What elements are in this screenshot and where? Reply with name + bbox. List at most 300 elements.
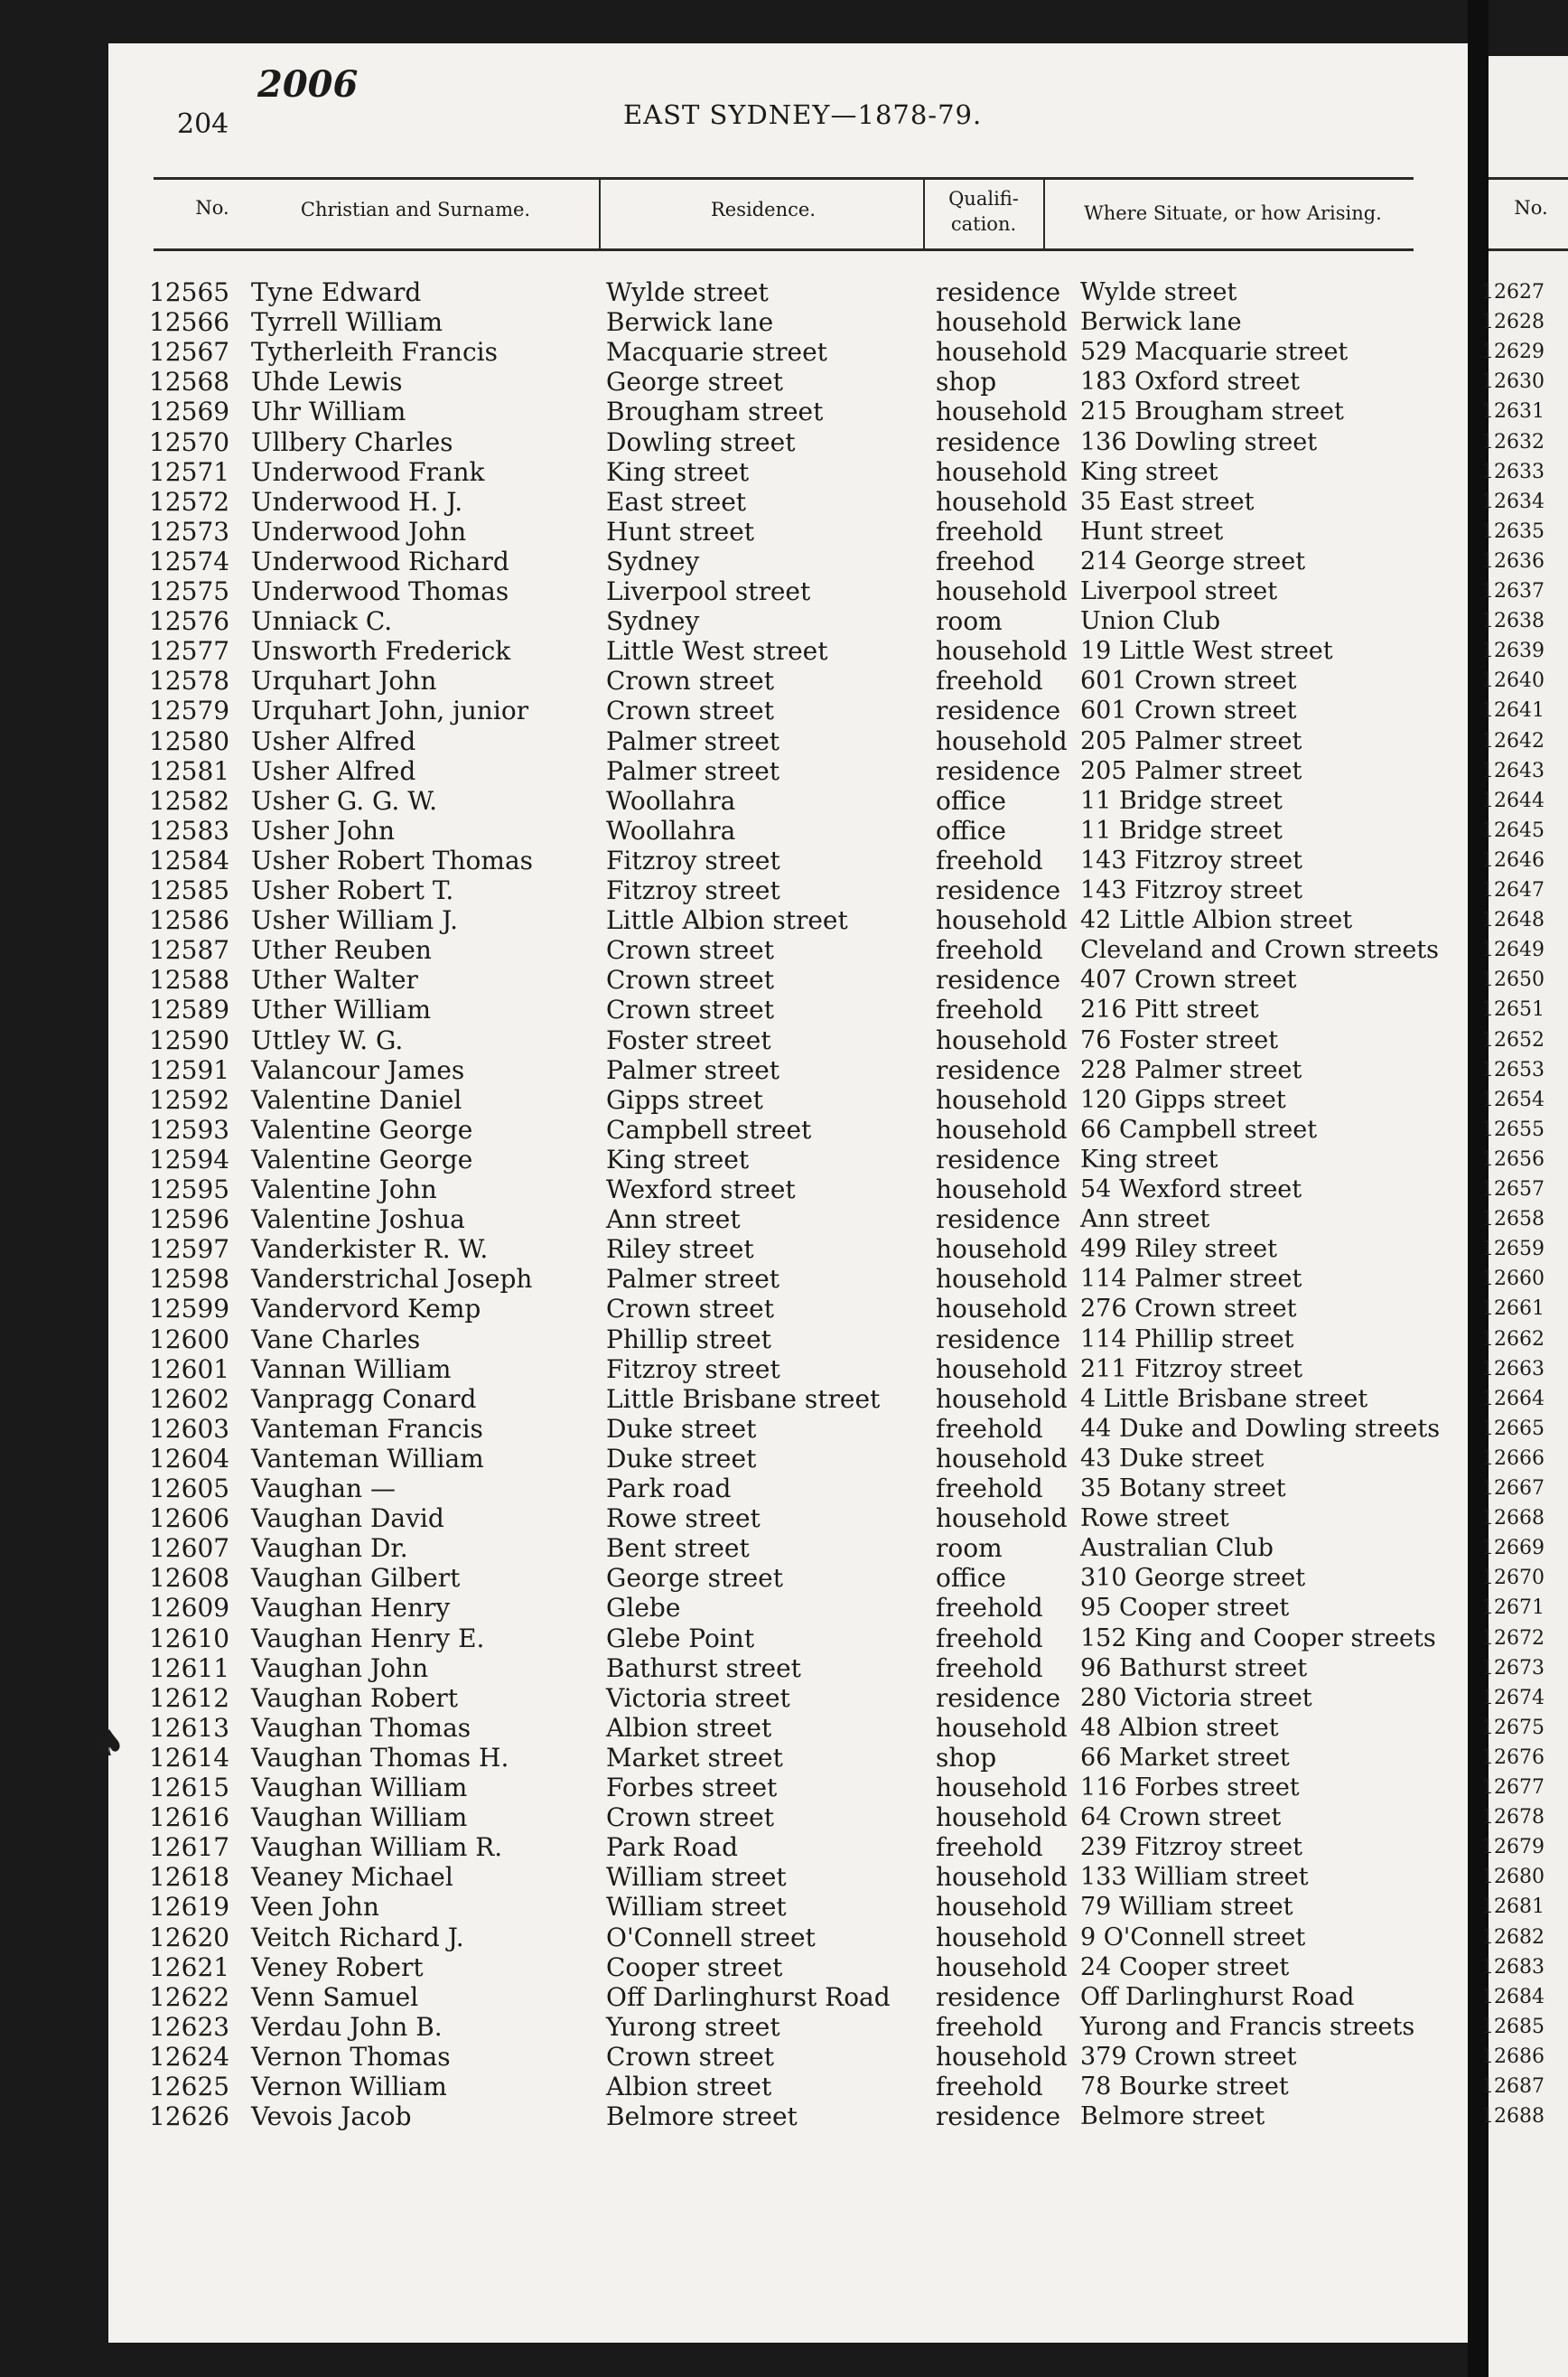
row-name: Veitch Richard J. — [251, 1922, 464, 1952]
page-title: EAST SYDNEY—1878-79. — [623, 99, 983, 130]
row-number: 12614 — [149, 1742, 230, 1773]
row-residence: East street — [606, 486, 747, 517]
right-row-number: 12663 — [1481, 1357, 1545, 1380]
row-residence: Liverpool street — [606, 576, 811, 606]
row-number: 12585 — [149, 875, 230, 905]
row-name: Valancour James — [251, 1054, 465, 1085]
row-number: 12599 — [149, 1294, 230, 1324]
row-name: Ullbery Charles — [251, 426, 453, 457]
row-where: Liverpool street — [1080, 577, 1278, 605]
row-qualification: household — [936, 1234, 1068, 1265]
row-name: Vane Charles — [251, 1324, 421, 1354]
row-residence: Gipps street — [606, 1084, 763, 1115]
row-name: Unniack C. — [251, 606, 393, 637]
row-qualification: shop — [936, 1742, 997, 1773]
row-name: Vannan William — [251, 1353, 452, 1384]
row-name: Venn Samuel — [251, 1981, 419, 2012]
row-name: Vaughan Gilbert — [251, 1563, 461, 1594]
right-row-number: 12642 — [1481, 729, 1545, 753]
row-number: 12581 — [149, 755, 230, 786]
row-residence: Phillip street — [606, 1324, 771, 1354]
row-residence: Berwick lane — [606, 307, 774, 338]
right-row-number: 12646 — [1481, 848, 1545, 872]
row-number: 12573 — [149, 516, 230, 547]
row-number: 12608 — [149, 1563, 230, 1594]
row-name: Tytherleith Francis — [251, 337, 498, 368]
row-residence: Fitzroy street — [606, 1353, 780, 1384]
right-row-number: 12680 — [1481, 1866, 1545, 1889]
row-where: Berwick lane — [1080, 308, 1242, 337]
row-name: Vanteman Francis — [251, 1413, 483, 1444]
row-where: 601 Crown street — [1080, 697, 1297, 725]
right-row-number: 12641 — [1481, 699, 1545, 723]
row-number: 12588 — [149, 965, 230, 996]
row-qualification: freehold — [936, 1593, 1043, 1624]
row-qualification: household — [936, 1443, 1068, 1474]
right-row-number: 12670 — [1481, 1567, 1545, 1590]
row-qualification: freehod — [936, 546, 1035, 576]
row-name: Vaughan Dr. — [251, 1533, 408, 1564]
row-number: 12619 — [149, 1892, 230, 1923]
right-row-number: 12671 — [1481, 1596, 1545, 1620]
row-number: 12576 — [149, 606, 230, 637]
row-number: 12569 — [149, 397, 230, 427]
row-where: 64 Crown street — [1080, 1803, 1282, 1832]
row-number: 12592 — [149, 1084, 230, 1115]
right-row-number: 12629 — [1481, 341, 1545, 364]
right-row-number: 12659 — [1481, 1238, 1545, 1261]
row-residence: Duke street — [606, 1413, 757, 1444]
row-name: Underwood H. J. — [251, 486, 463, 517]
row-name: Tyne Edward — [251, 277, 422, 307]
row-residence: Palmer street — [606, 725, 780, 756]
row-qualification: residence — [936, 1204, 1061, 1235]
row-qualification: freehold — [936, 1832, 1043, 1863]
row-residence: Crown street — [606, 1802, 774, 1833]
row-qualification: residence — [936, 1324, 1061, 1354]
right-row-number: 12631 — [1481, 400, 1545, 424]
right-row-number: 12647 — [1481, 879, 1545, 902]
row-qualification: freehold — [936, 666, 1043, 697]
header-divider-1 — [599, 179, 601, 249]
row-qualification: household — [936, 576, 1068, 606]
row-qualification: household — [936, 1084, 1068, 1115]
row-number: 12607 — [149, 1533, 230, 1564]
row-residence: Campbell street — [606, 1114, 812, 1145]
row-qualification: freehold — [936, 845, 1043, 875]
row-name: Vanteman William — [251, 1443, 484, 1474]
right-row-number: 12656 — [1481, 1147, 1545, 1171]
row-qualification: room — [936, 1533, 1003, 1564]
row-qualification: household — [936, 456, 1068, 487]
row-residence: King street — [606, 456, 750, 487]
right-row-number: 12654 — [1481, 1088, 1545, 1111]
row-name: Valentine John — [251, 1174, 437, 1204]
row-residence: Bent street — [606, 1533, 750, 1564]
row-residence: King street — [606, 1144, 750, 1174]
row-number: 12589 — [149, 995, 230, 1025]
right-row-number: 12636 — [1481, 549, 1545, 573]
row-number: 12586 — [149, 905, 230, 936]
col-header-qualification: Qualifi- cation. — [948, 188, 1019, 235]
right-row-number: 12683 — [1481, 1955, 1545, 1979]
row-number: 12606 — [149, 1503, 230, 1534]
row-where: 19 Little West street — [1080, 637, 1333, 666]
row-residence: Bathurst street — [606, 1652, 801, 1683]
right-row-number: 12653 — [1481, 1058, 1545, 1081]
row-where: 310 George street — [1080, 1564, 1306, 1593]
right-row-number: 12651 — [1481, 998, 1545, 1022]
row-residence: O'Connell street — [606, 1922, 816, 1952]
row-qualification: freehold — [936, 935, 1043, 966]
row-where: 35 East street — [1080, 487, 1255, 516]
row-residence: Rowe street — [606, 1503, 761, 1534]
row-where: 9 O'Connell street — [1080, 1923, 1306, 1951]
row-name: Vernon William — [251, 2072, 447, 2101]
row-qualification: office — [936, 785, 1006, 816]
row-where: 529 Macquarie street — [1080, 338, 1349, 367]
row-qualification: residence — [936, 1981, 1061, 2012]
row-name: Veen John — [251, 1892, 379, 1923]
row-name: Unsworth Frederick — [251, 636, 511, 667]
right-row-number: 12649 — [1481, 939, 1545, 962]
row-where: 35 Botany street — [1080, 1474, 1286, 1502]
row-residence: Crown street — [606, 696, 774, 726]
row-residence: Crown street — [606, 965, 774, 996]
row-number: 12603 — [149, 1413, 230, 1444]
right-row-number: 12638 — [1481, 610, 1545, 633]
row-qualification: household — [936, 337, 1068, 368]
row-name: Usher G. G. W. — [251, 785, 437, 816]
row-number: 12605 — [149, 1474, 230, 1503]
row-where: 120 Gipps street — [1080, 1085, 1286, 1114]
row-number: 12571 — [149, 456, 230, 487]
row-where: 4 Little Brisbane street — [1080, 1384, 1368, 1413]
row-where: Ann street — [1080, 1205, 1210, 1234]
row-number: 12604 — [149, 1443, 230, 1474]
row-qualification: household — [936, 725, 1068, 756]
row-qualification: residence — [936, 426, 1061, 457]
row-number: 12597 — [149, 1234, 230, 1265]
row-where: 11 Bridge street — [1080, 816, 1283, 845]
row-where: Off Darlinghurst Road — [1080, 1982, 1355, 2011]
row-number: 12617 — [149, 1832, 230, 1863]
right-row-number: 12628 — [1481, 311, 1545, 334]
margin-mark-icon: ♠ — [93, 1722, 126, 1764]
row-name: Uhde Lewis — [251, 367, 403, 398]
row-qualification: residence — [936, 1054, 1061, 1085]
row-name: Vevois Jacob — [251, 2101, 412, 2132]
row-qualification: household — [936, 1264, 1068, 1295]
row-where: 96 Bathurst street — [1080, 1653, 1308, 1682]
row-residence: Glebe Point — [606, 1623, 755, 1653]
row-residence: William street — [606, 1862, 787, 1893]
right-row-number: 12686 — [1481, 2045, 1545, 2068]
right-row-number: 12678 — [1481, 1806, 1545, 1830]
row-where: 211 Fitzroy street — [1080, 1354, 1302, 1383]
row-name: Vaughan William — [251, 1773, 468, 1802]
row-where: Union Club — [1080, 607, 1220, 636]
row-residence: Sydney — [606, 546, 700, 576]
row-residence: Little Albion street — [606, 905, 848, 936]
row-qualification: household — [936, 2041, 1068, 2072]
row-name: Veney Robert — [251, 1951, 424, 1982]
handwritten-number: 2006 — [257, 63, 359, 106]
row-qualification: household — [936, 1862, 1068, 1893]
row-residence: Crown street — [606, 666, 774, 697]
row-qualification: residence — [936, 696, 1061, 726]
row-name: Vandervord Kemp — [251, 1294, 481, 1324]
row-name: Uther William — [251, 995, 432, 1025]
row-number: 12574 — [149, 546, 230, 576]
col-header-residence: Residence. — [711, 199, 816, 220]
row-number: 12591 — [149, 1054, 230, 1085]
row-number: 12621 — [149, 1951, 230, 1982]
row-where: 114 Palmer street — [1080, 1265, 1302, 1294]
row-where: 79 William street — [1080, 1893, 1293, 1922]
row-number: 12623 — [149, 2011, 230, 2042]
row-where: 228 Palmer street — [1080, 1055, 1302, 1084]
row-number: 12602 — [149, 1383, 230, 1414]
right-row-number: 12676 — [1481, 1745, 1545, 1769]
right-row-number: 12635 — [1481, 519, 1545, 543]
row-name: Uther Walter — [251, 965, 418, 996]
row-name: Vaughan — — [251, 1474, 396, 1503]
row-name: Uther Reuben — [251, 935, 432, 966]
row-residence: Crown street — [606, 1294, 774, 1324]
row-where: 66 Campbell street — [1080, 1115, 1318, 1144]
right-row-number: 12650 — [1481, 969, 1545, 992]
right-row-number: 12668 — [1481, 1507, 1545, 1530]
header-bottom-rule — [154, 248, 1414, 251]
row-qualification: freehold — [936, 1652, 1043, 1683]
row-where: Belmore street — [1080, 2102, 1265, 2131]
row-residence: George street — [606, 367, 783, 398]
row-residence: Fitzroy street — [606, 875, 780, 905]
header-divider-2 — [923, 179, 925, 249]
row-number: 12626 — [149, 2101, 230, 2132]
right-row-number: 12639 — [1481, 640, 1545, 663]
row-number: 12568 — [149, 367, 230, 398]
row-name: Uhr William — [251, 397, 406, 427]
row-residence: Yurong street — [606, 2011, 780, 2042]
row-where: 42 Little Albion street — [1080, 906, 1353, 935]
row-where: 239 Fitzroy street — [1080, 1833, 1302, 1862]
row-where: 43 Duke street — [1080, 1444, 1265, 1473]
row-name: Tyrrell William — [251, 307, 443, 338]
row-number: 12572 — [149, 486, 230, 517]
row-name: Vaughan John — [251, 1652, 429, 1683]
row-where: King street — [1080, 1145, 1218, 1174]
row-where: 66 Market street — [1080, 1743, 1290, 1772]
row-qualification: household — [936, 1025, 1068, 1055]
row-number: 12612 — [149, 1682, 230, 1713]
row-where: Cleveland and Crown streets — [1080, 936, 1440, 965]
row-residence: Woollahra — [606, 815, 736, 846]
right-row-number: 12633 — [1481, 460, 1545, 483]
row-name: Valentine Joshua — [251, 1204, 465, 1235]
row-where: 116 Forbes street — [1080, 1773, 1300, 1801]
row-qualification: freehold — [936, 2011, 1043, 2042]
row-name: Vernon Thomas — [251, 2041, 451, 2072]
row-where: Wylde street — [1080, 278, 1237, 306]
row-number: 12601 — [149, 1353, 230, 1384]
row-name: Usher Robert T. — [251, 875, 454, 905]
row-name: Vaughan Henry E. — [251, 1623, 485, 1653]
col-header-name: Christian and Surname. — [300, 199, 531, 220]
row-residence: Hunt street — [606, 516, 755, 547]
row-where: Rowe street — [1080, 1504, 1229, 1533]
right-row-number: 12682 — [1481, 1925, 1545, 1949]
row-number: 12567 — [149, 337, 230, 368]
right-row-number: 12666 — [1481, 1446, 1545, 1470]
row-name: Usher William J. — [251, 905, 459, 936]
row-qualification: residence — [936, 875, 1061, 905]
row-number: 12579 — [149, 696, 230, 726]
row-number: 12582 — [149, 785, 230, 816]
row-name: Vaughan Thomas H. — [251, 1742, 509, 1773]
row-where: 215 Brougham street — [1080, 398, 1344, 426]
row-name: Underwood Frank — [251, 456, 485, 487]
row-where: 24 Cooper street — [1080, 1952, 1290, 1981]
row-residence: Fitzroy street — [606, 845, 780, 875]
col-header-no: No. — [195, 197, 229, 219]
row-where: 214 George street — [1080, 547, 1306, 576]
row-residence: George street — [606, 1563, 783, 1594]
row-number: 12624 — [149, 2041, 230, 2072]
row-residence: Market street — [606, 1742, 783, 1773]
row-qualification: residence — [936, 2101, 1061, 2132]
row-where: 136 Dowling street — [1080, 427, 1318, 456]
row-qualification: household — [936, 1503, 1068, 1534]
header-divider-3 — [1043, 179, 1045, 249]
row-where: 133 William street — [1080, 1863, 1309, 1892]
row-name: Valentine George — [251, 1114, 473, 1145]
row-number: 12580 — [149, 725, 230, 756]
right-row-number: 12627 — [1481, 281, 1545, 304]
row-residence: Palmer street — [606, 755, 780, 786]
row-name: Vanpragg Conard — [251, 1383, 477, 1414]
right-row-number: 12669 — [1481, 1537, 1545, 1560]
row-qualification: household — [936, 1174, 1068, 1204]
row-residence: Macquarie street — [606, 337, 827, 368]
right-row-number: 12648 — [1481, 909, 1545, 932]
row-name: Valentine Daniel — [251, 1084, 462, 1115]
right-row-number: 12643 — [1481, 759, 1545, 782]
right-row-number: 12661 — [1481, 1297, 1545, 1321]
right-row-number: 12640 — [1481, 669, 1545, 693]
row-residence: Crown street — [606, 935, 774, 966]
row-where: King street — [1080, 457, 1218, 486]
row-where: 216 Pitt street — [1080, 996, 1259, 1025]
row-number: 12584 — [149, 845, 230, 875]
row-number: 12600 — [149, 1324, 230, 1354]
row-qualification: household — [936, 486, 1068, 517]
right-row-number: 12674 — [1481, 1686, 1545, 1709]
row-where: 205 Palmer street — [1080, 756, 1302, 785]
row-number: 12593 — [149, 1114, 230, 1145]
row-residence: Wexford street — [606, 1174, 796, 1204]
row-qualification: household — [936, 1922, 1068, 1952]
row-number: 12613 — [149, 1712, 230, 1743]
row-number: 12625 — [149, 2072, 230, 2101]
row-residence: Brougham street — [606, 397, 824, 427]
row-number: 12566 — [149, 307, 230, 338]
right-row-number: 12637 — [1481, 580, 1545, 603]
right-row-number: 12662 — [1481, 1327, 1545, 1351]
right-row-number: 12660 — [1481, 1268, 1545, 1291]
row-name: Usher John — [251, 815, 396, 846]
row-where: 183 Oxford street — [1080, 368, 1300, 397]
row-name: Vaughan William R. — [251, 1832, 503, 1863]
row-name: Urquhart John, junior — [251, 696, 529, 726]
row-number: 12610 — [149, 1623, 230, 1653]
row-residence: William street — [606, 1892, 787, 1923]
row-qualification: household — [936, 1712, 1068, 1743]
col-header-where: Where Situate, or how Arising. — [1084, 202, 1382, 224]
row-residence: Off Darlinghurst Road — [606, 1981, 891, 2012]
right-header-top-rule — [1489, 177, 1568, 180]
row-residence: Park road — [606, 1474, 732, 1503]
right-row-number: 12630 — [1481, 370, 1545, 394]
row-name: Vaughan Henry — [251, 1593, 451, 1624]
row-qualification: household — [936, 1773, 1068, 1802]
header-top-rule — [154, 177, 1414, 180]
row-residence: Ann street — [606, 1204, 741, 1235]
row-where: 143 Fitzroy street — [1080, 846, 1302, 875]
row-qualification: freehold — [936, 1413, 1043, 1444]
row-residence: Belmore street — [606, 2101, 798, 2132]
row-qualification: household — [936, 905, 1068, 936]
row-residence: Albion street — [606, 2072, 772, 2101]
row-number: 12594 — [149, 1144, 230, 1174]
row-residence: Forbes street — [606, 1773, 778, 1802]
row-number: 12596 — [149, 1204, 230, 1235]
row-qualification: household — [936, 1892, 1068, 1923]
row-qualification: freehold — [936, 1474, 1043, 1503]
row-residence: Palmer street — [606, 1264, 780, 1295]
row-qualification: household — [936, 1383, 1068, 1414]
row-number: 12615 — [149, 1773, 230, 1802]
right-row-number: 12658 — [1481, 1208, 1545, 1231]
row-number: 12620 — [149, 1922, 230, 1952]
row-qualification: household — [936, 1951, 1068, 1982]
row-where: 280 Victoria street — [1080, 1683, 1312, 1712]
row-name: Vanderstrichal Joseph — [251, 1264, 533, 1295]
row-qualification: household — [936, 307, 1068, 338]
row-residence: Crown street — [606, 2041, 774, 2072]
right-row-number: 12665 — [1481, 1417, 1545, 1440]
row-number: 12578 — [149, 666, 230, 697]
row-name: Vaughan Thomas — [251, 1712, 471, 1743]
row-where: 152 King and Cooper streets — [1080, 1624, 1436, 1652]
row-name: Usher Robert Thomas — [251, 845, 534, 875]
row-name: Underwood Thomas — [251, 576, 509, 606]
right-row-number: 12632 — [1481, 430, 1545, 454]
row-where: 114 Phillip street — [1080, 1324, 1294, 1353]
row-number: 12609 — [149, 1593, 230, 1624]
right-row-number: 12634 — [1481, 490, 1545, 513]
row-residence: Albion street — [606, 1712, 772, 1743]
row-name: Vanderkister R. W. — [251, 1234, 489, 1265]
right-row-number: 12675 — [1481, 1716, 1545, 1739]
row-name: Valentine George — [251, 1144, 473, 1174]
row-residence: Riley street — [606, 1234, 754, 1265]
row-qualification: household — [936, 1802, 1068, 1833]
page-number: 204 — [177, 108, 229, 140]
row-qualification: household — [936, 636, 1068, 667]
row-qualification: residence — [936, 965, 1061, 996]
